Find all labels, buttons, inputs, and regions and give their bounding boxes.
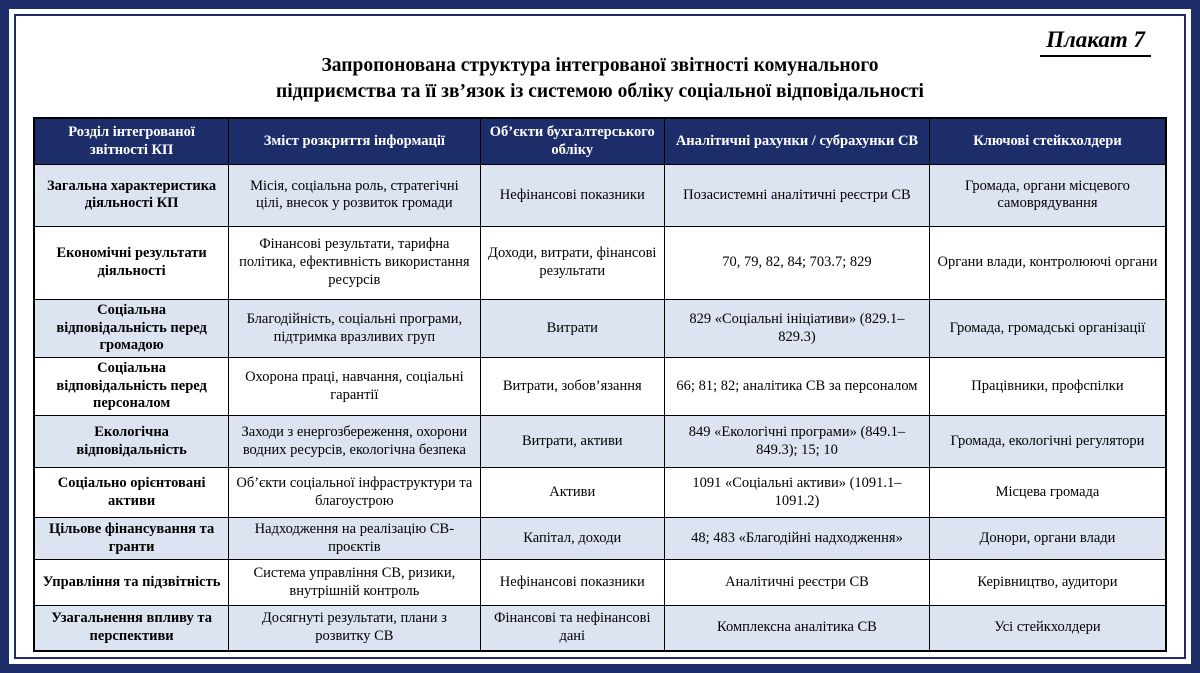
cell-stakeholders: Працівники, профспілки — [929, 358, 1166, 416]
cell-accounting-objects: Фінансові та нефінансові дані — [480, 606, 665, 651]
cell-section: Управління та підзвітність — [34, 560, 229, 606]
table-row — [34, 468, 1166, 518]
col-header-stakeholders: Ключові стейкхолдери — [929, 118, 1166, 164]
col-header-section: Розділ інтегрованої звітності КП — [34, 118, 229, 164]
table-row — [34, 416, 1166, 468]
table-row — [34, 164, 1166, 226]
page-title-line-2: підприємства та її зв’язок із системою обліку соціальної відповідальності — [276, 80, 924, 102]
cell-section: Екологічна відповідальність — [34, 416, 229, 468]
cell-accounting-objects: Капітал, доходи — [480, 518, 665, 560]
table-row — [34, 358, 1166, 416]
table-row — [34, 226, 1166, 299]
cell-content: Досягнуті результати, плани з розвитку СВ — [229, 606, 480, 651]
cell-content: Охорона праці, навчання, соціальні гарантії — [229, 358, 480, 416]
cell-content: Об’єкти соціальної інфраструктури та благоустрою — [229, 468, 480, 518]
cell-section: Соціально орієнтовані активи — [34, 468, 229, 518]
cell-analytic-accounts: 849 «Екологічні програми» (849.1–849.3); 15; 10 — [665, 416, 930, 468]
cell-stakeholders: Органи влади, контролюючі органи — [929, 226, 1166, 299]
cell-content: Благодійність, соціальні програми, підтримка вразливих груп — [229, 299, 480, 357]
cell-analytic-accounts: Комплексна аналітика СВ — [665, 606, 930, 651]
cell-section: Загальна характеристика діяльності КП — [34, 164, 229, 226]
cell-analytic-accounts: Аналітичні реєстри СВ — [665, 560, 930, 606]
cell-accounting-objects: Нефінансові показники — [480, 164, 665, 226]
cell-stakeholders: Місцева громада — [929, 468, 1166, 518]
cell-stakeholders: Керівництво, аудитори — [929, 560, 1166, 606]
cell-section: Соціальна відповідальність перед громадою — [34, 299, 229, 357]
page-title-line-1: Запропонована структура інтегрованої звітності комунального — [321, 55, 879, 76]
cell-analytic-accounts: Позасистемні аналітичні реєстри СВ — [665, 164, 930, 226]
col-header-content: Зміст розкриття інформації — [229, 118, 480, 164]
table-row — [34, 299, 1166, 357]
cell-accounting-objects: Активи — [480, 468, 665, 518]
cell-accounting-objects: Витрати, зобов’язання — [480, 358, 665, 416]
cell-accounting-objects: Нефінансові показники — [480, 560, 665, 606]
cell-accounting-objects: Витрати, активи — [480, 416, 665, 468]
cell-section: Цільове фінансування та гранти — [34, 518, 229, 560]
cell-analytic-accounts: 829 «Соціальні ініціативи» (829.1–829.3) — [665, 299, 930, 357]
cell-section: Економічні результати діяльності — [34, 226, 229, 299]
table-header-row — [34, 118, 1166, 164]
cell-analytic-accounts: 1091 «Соціальні активи» (1091.1–1091.2) — [665, 468, 930, 518]
cell-stakeholders: Громада, громадські організації — [929, 299, 1166, 357]
poster-number-badge: Плакат 7 — [1040, 27, 1151, 57]
cell-stakeholders: Громада, органи місцевого самоврядування — [929, 164, 1166, 226]
col-header-accounting-objects: Об’єкти бухгалтерського обліку — [480, 118, 665, 164]
cell-stakeholders: Громада, екологічні регулятори — [929, 416, 1166, 468]
cell-analytic-accounts: 48; 483 «Благодійні надходження» — [665, 518, 930, 560]
cell-content: Фінансові результати, тарифна політика, ефективність використання ресурсів — [229, 226, 480, 299]
cell-analytic-accounts: 70, 79, 82, 84; 703.7; 829 — [665, 226, 930, 299]
cell-stakeholders: Донори, органи влади — [929, 518, 1166, 560]
poster-page — [9, 9, 1191, 664]
cell-content: Заходи з енергозбереження, охорони водних ресурсів, екологічна безпека — [229, 416, 480, 468]
table-row — [34, 606, 1166, 651]
cell-accounting-objects: Доходи, витрати, фінансові результати — [480, 226, 665, 299]
cell-stakeholders: Усі стейкхолдери — [929, 606, 1166, 651]
cell-section: Узагальнення впливу та перспективи — [34, 606, 229, 651]
cell-accounting-objects: Витрати — [480, 299, 665, 357]
cell-content: Система управління СВ, ризики, внутрішній контроль — [229, 560, 480, 606]
table-row — [34, 518, 1166, 560]
cell-content: Місія, соціальна роль, стратегічні цілі, внесок у розвиток громади — [229, 164, 480, 226]
cell-content: Надходження на реалізацію СВ-проєктів — [229, 518, 480, 560]
cell-analytic-accounts: 66; 81; 82; аналітика СВ за персоналом — [665, 358, 930, 416]
integrated-reporting-table — [33, 117, 1167, 651]
col-header-analytic-accounts: Аналітичні рахунки / субрахунки СВ — [665, 118, 930, 164]
table-row — [34, 560, 1166, 606]
page-title — [9, 53, 1191, 104]
cell-section: Соціальна відповідальність перед персоналом — [34, 358, 229, 416]
